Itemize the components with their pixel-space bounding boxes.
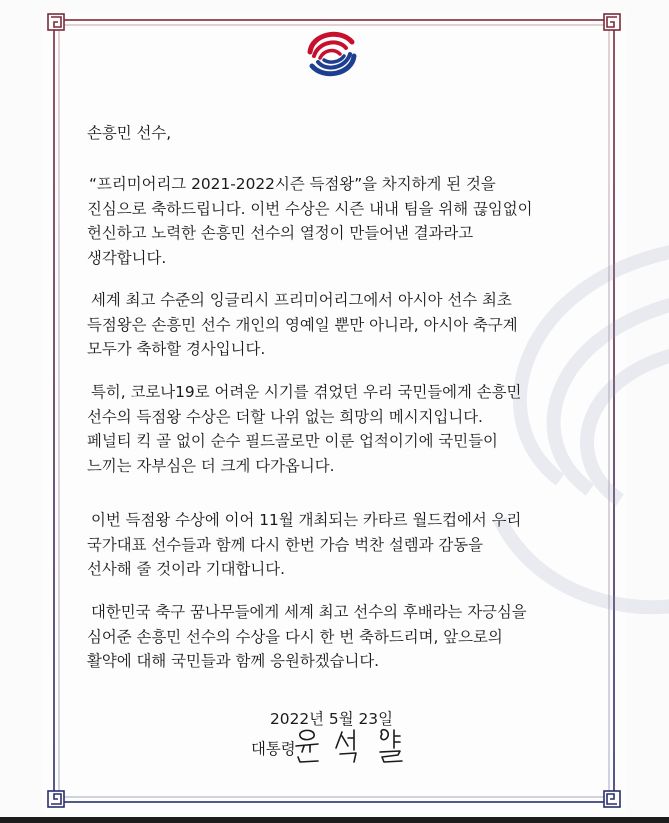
signer-title: 대통령	[251, 740, 296, 758]
salutation: 손흥민 선수,	[87, 124, 172, 142]
paragraph-line: 대한민국 축구 꿈나무들에게 세계 최고 선수의 후배라는 자긍심을	[91, 603, 527, 621]
letter-date: 2022년 5월 23일	[270, 710, 393, 728]
paragraph-line: 활약에 대해 국민들과 함께 응원하겠습니다.	[87, 652, 380, 670]
paragraph-line: 헌신하고 노력한 손흥민 선수의 열정이 만들어낸 결과라고	[87, 224, 474, 242]
paragraph-line: 느끼는 자부심은 더 크게 다가옵니다.	[87, 456, 335, 475]
paragraph-line: 진심으로 축하드립니다. 이번 수상은 시즌 내내 팀을 위해 끊임없이	[87, 199, 533, 218]
paragraph-line: 생각합니다.	[87, 248, 167, 267]
paragraph-2	[87, 288, 587, 362]
paragraph-line: 선사해 줄 것이라 기대합니다.	[87, 560, 285, 578]
paragraph-line: 심어준 손흥민 선수의 수상을 다시 한 번 축하드리며, 앞으로의	[87, 627, 503, 646]
paragraph-line: 특히, 코로나19로 어려운 시기를 겪었던 우리 국민들에게 손흥민	[91, 383, 522, 401]
government-emblem-icon	[300, 22, 364, 86]
paragraph-line: “프리미어리그 2021-2022시즌 득점왕”을 차지하게 된 것을	[89, 175, 496, 193]
paragraph-line: 득점왕은 손흥민 선수 개인의 영예일 뿐만 아니라, 아시아 축구계	[87, 315, 518, 334]
paragraph-line: 세계 최고 수준의 잉글리시 프리미어리그에서 아시아 선수 최초	[91, 291, 512, 309]
paragraph-line: 페널티 킥 골 없이 순수 필드골로만 이룬 업적이기에 국민들이	[87, 432, 498, 450]
corner-ornament-top-left	[48, 14, 64, 30]
handwritten-signature	[290, 724, 420, 766]
bottom-edge-bar	[0, 817, 669, 823]
paragraph-line: 모두가 축하할 경사입니다.	[87, 340, 266, 358]
paragraph-line: 이번 득점왕 수상에 이어 11월 개최되는 카타르 월드컵에서 우리	[91, 511, 522, 529]
paragraph-1	[87, 172, 587, 270]
corner-ornament-bottom-left	[48, 791, 64, 807]
corner-ornament-bottom-right	[604, 791, 620, 807]
paragraph-4	[87, 508, 587, 582]
corner-ornament-top-right	[604, 14, 620, 30]
paragraph-3	[87, 380, 587, 478]
paragraph-line: 국가대표 선수들과 함께 다시 한번 가슴 벅찬 설렘과 감동을	[87, 535, 483, 554]
paragraph-5	[87, 600, 587, 674]
paragraph-line: 선수의 득점왕 수상은 더할 나위 없는 희망의 메시지입니다.	[87, 407, 483, 426]
